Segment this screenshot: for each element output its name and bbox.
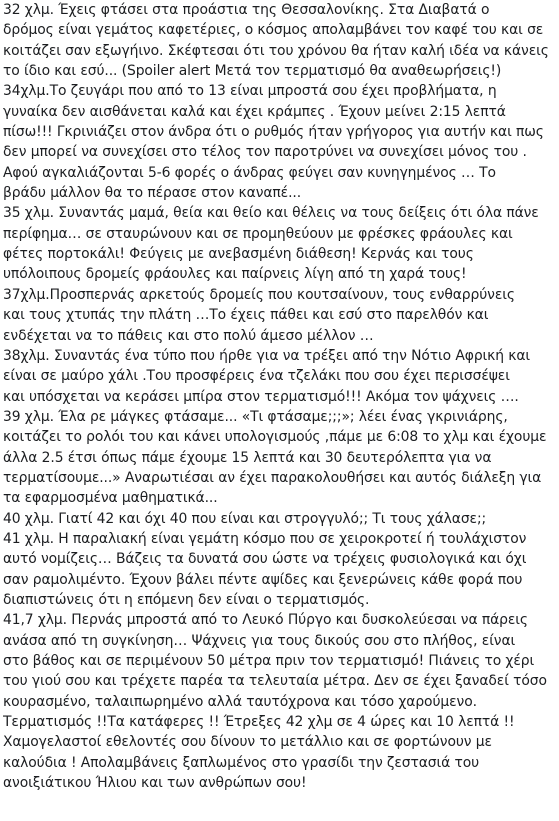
post-line: Τερματισμός !!Τα κατάφερες !! Έτρεξες 42 χλμ σε 4 ώρες και 10 λεπτά !! xyxy=(3,714,515,731)
post-line: γυναίκα δεν αισθάνεται καλά και έχει κράμπες . Έχουν μείνει 2:15 λεπτά xyxy=(3,103,506,120)
post-line: είναι σε μαύρο χάλι .Του προσφέρεις ένα τζελάκι που σου έχει περισσέψει xyxy=(3,368,510,385)
post-line: ενδέχεται να το πάθεις και στο πολύ άμεσο μέλλον … xyxy=(3,327,374,344)
post-text xyxy=(3,0,555,793)
post-line: καλούδια ! Απολαμβάνεις ξαπλωμένος στο γρασίδι την ζεστασιά του xyxy=(3,754,480,771)
post-line: άλλα 2.5 έτσι όπως πάμε έχουμε 15 λεπτά και 30 δευτερόλεπτα για να xyxy=(3,449,492,466)
post-line: στο βάθος και σε περιμένουν 50 μέτρα πριν τον τερματισμό! Πιάνεις το χέρι xyxy=(3,653,535,669)
post-line: 32 χλμ. Έχεις φτάσει στα προάστια της Θεσσαλονίκης. Στα Διαβατά ο xyxy=(3,2,490,18)
post-line: κουρασμένο, ταλαιπωρημένο αλλά ταυτόχρονα και τόσο χαρούμενο. xyxy=(3,693,477,710)
post-line: 41 χλμ. Η παραλιακή είναι γεμάτη κόσμο που σε χειροκροτεί ή τουλάχιστον xyxy=(3,530,527,547)
post-line: 37χλμ.Προσπερνάς αρκετούς δρομείς που κουτσαίνουν, τους ενθαρρύνεις xyxy=(3,286,515,303)
post-line: του γιού σου και τρέχετε παρέα τα τελευταία μέτρα. Δεν σε έχει ξαναδεί τόσο xyxy=(3,673,547,690)
post-line: δρόμος είναι γεμάτος καφετέριες, ο κόσμος απολαμβάνει τον καφέ του και σε xyxy=(3,22,544,39)
post-line: αυτό νομίζεις… Βάζεις τα δυνατά σου ώστε να τρέχεις φυσιολογικά και όχι xyxy=(3,551,527,568)
post-line: ανάσα από τη συγκίνηση… Ψάχνεις για τους δικούς σου στο πλήθος, είναι xyxy=(3,632,516,649)
post-line: υπόλοιπους δρομείς φράουλες και παίρνεις λίγη από τη χαρά τους! xyxy=(3,266,467,283)
post-line: σαν ραμολιμέντο. Έχουν βάλει πέντε αψίδες και ξενερώνεις κάθε φορά που xyxy=(3,571,523,588)
post-line: φέτες πορτοκάλι! Φεύγεις με ανεβασμένη διάθεση! Κερνάς και τους xyxy=(3,246,474,263)
post-line: τερματίσουμε...» Αναρωτιέσαι αν έχει παρακολουθήσει και αυτός διάλεξη για xyxy=(3,469,542,486)
post-line: 41,7 χλμ. Περνάς μπροστά από το Λευκό Πύργο και δυσκολεύεσαι να πάρεις xyxy=(3,612,528,629)
post-line: βράδυ μάλλον θα το πέρασε στον καναπέ... xyxy=(3,185,302,202)
post-line: και τους χτυπάς την πλάτη …Το έχεις πάθει και εσύ στο παρελθόν και xyxy=(3,307,489,324)
post-line: 38χλμ. Συναντάς ένα τύπο που ήρθε για να τρέξει από την Νότιο Αφρική και xyxy=(3,347,530,364)
post-line: Αφού αγκαλιάζονται 5-6 φορές ο άνδρας φεύγει σαν κυνηγημένος … Το xyxy=(3,164,496,181)
post-line: 39 χλμ. Έλα ρε μάγκες φτάσαμε... «Τι φτάσαμε;;;»; λέει ένας γκρινιάρης, xyxy=(3,408,508,425)
post-line: Χαμογελαστοί εθελοντές σου δίνουν το μετάλλιο και σε φορτώνουν με xyxy=(3,734,492,751)
post-line: και υπόσχεται να κεράσει μπίρα στον τερματισμό!!! Ακόμα τον ψάχνεις …. xyxy=(3,388,519,405)
post-line: κοιτάζει το ρολόι του και κάνει υπολογισμούς ,πάμε με 6:08 το χλμ και έχουμε xyxy=(3,429,547,446)
post-line: ανοιξιάτικου Ήλιου και των ανθρώπων σου! xyxy=(3,775,307,792)
post-line: 34χλμ.Το ζευγάρι που από το 13 είναι μπροστά σου έχει προβλήματα, η xyxy=(3,83,497,100)
post-line: 40 χλμ. Γιατί 42 και όχι 40 που είναι και στρογγυλό;; Τι τους χάλασε;; xyxy=(3,510,487,527)
post-line: πίσω!!! Γκρινιάζει στον άνδρα ότι ο ρυθμός ήταν γρήγορος για αυτήν και πως xyxy=(3,124,544,141)
post-line: δεν μπορεί να συνεχίσει στο τέλος τον παροτρύνει να συνεχίσει μόνος του . xyxy=(3,144,527,161)
post-line: το ίδιο και εσύ... (Spoiler alert Μετά τον τερματισμό θα αναθεωρήσεις!) xyxy=(3,63,502,80)
post-line: τα εφαρμοσμένα μαθηματικά... xyxy=(3,490,218,507)
post-line: κοιτάζει σαν εξωγήινο. Σκέφτεσαι ότι του χρόνου θα ήταν καλή ιδέα να κάνεις xyxy=(3,42,549,59)
post-line: περίφημα… σε σταυρώνουν και σε προμηθεύουν με φρέσκες φράουλες και xyxy=(3,225,513,242)
post-line: διαπιστώνεις ότι η επόμενη δεν είναι ο τερματισμός. xyxy=(3,591,370,608)
post-line: 35 χλμ. Συναντάς μαμά, θεία και θείο και θέλεις να τους δείξεις ότι όλα πάνε xyxy=(3,205,539,222)
